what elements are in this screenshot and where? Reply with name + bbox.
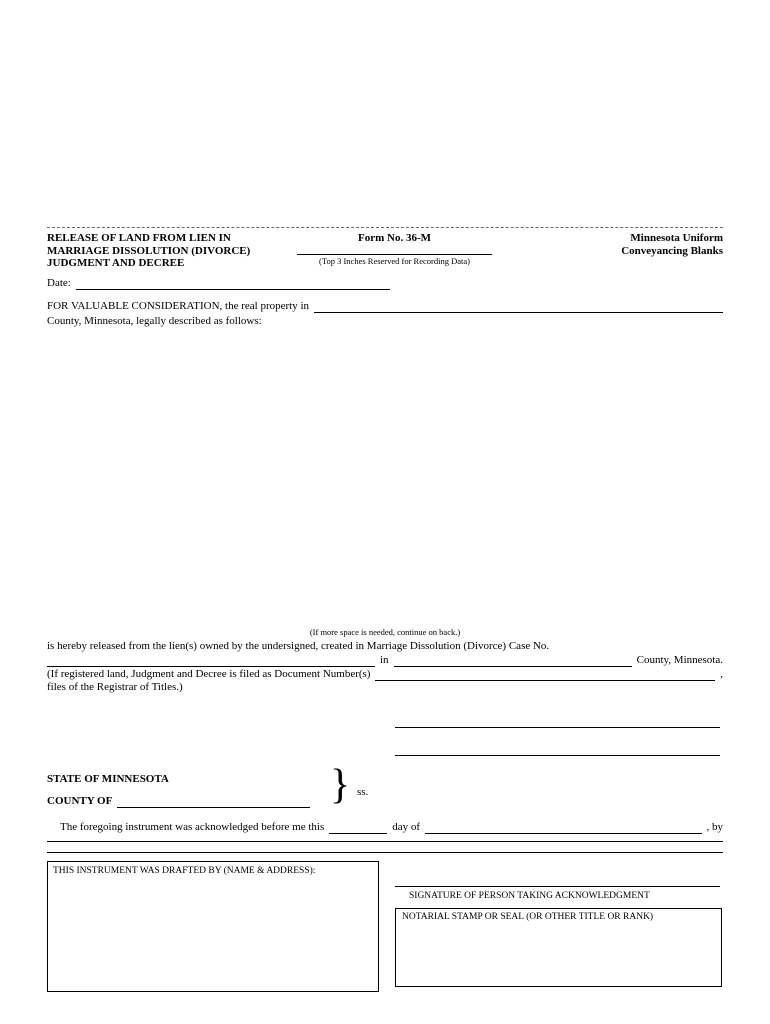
acknowledgment-row (60, 820, 723, 834)
notarial-stamp-box[interactable] (395, 908, 722, 987)
in-text: in (380, 654, 389, 666)
case-number-blank[interactable] (47, 653, 375, 667)
acknowledged-names-line-2[interactable] (47, 852, 723, 853)
form-title (47, 232, 297, 270)
date-label: Date: (47, 277, 71, 289)
day-blank[interactable] (329, 820, 387, 834)
county-of-label: COUNTY OF (47, 795, 113, 807)
case-number-row (47, 653, 723, 667)
form-number-block (297, 232, 492, 270)
registered-land-row (47, 667, 723, 681)
date-row (47, 276, 390, 290)
form-title-line2: MARRIAGE DISSOLUTION (DIVORCE) (47, 244, 251, 257)
more-space-note: (If more space is needed, continue on back.) (309, 627, 461, 637)
form-title-line1: RELEASE OF LAND FROM LIEN IN (47, 232, 231, 244)
trailing-comma: , (720, 668, 723, 680)
recording-data-area (47, 0, 723, 226)
drafted-by-label: THIS INSTRUMENT WAS DRAFTED BY (NAME & ADDRESS): (53, 866, 316, 876)
ack-text-2: day of (392, 821, 421, 833)
brace-glyph: } (330, 762, 351, 808)
document-number-blank[interactable] (375, 667, 715, 681)
county-of-blank[interactable] (117, 794, 310, 808)
notarial-stamp-label: NOTARIAL STAMP OR SEAL (OR OTHER TITLE OR RANK) (402, 912, 654, 922)
county-minnesota-text: County, Minnesota. (636, 654, 723, 666)
acknowledged-names-line-1[interactable] (47, 841, 723, 842)
date-blank[interactable] (76, 276, 390, 290)
publisher-block (492, 232, 723, 270)
notary-signature-label: SIGNATURE OF PERSON TAKING ACKNOWLEDGMENT (409, 891, 650, 901)
ss-label: ss. (357, 786, 369, 798)
files-text: files of the Registrar of Titles.) (47, 681, 183, 693)
release-text: is hereby released from the lien(s) owned by the undersigned, created in Marriage Dissolution (Divorce) Case No. (47, 640, 550, 652)
signature-line-1[interactable] (395, 727, 720, 728)
state-label: STATE OF MINNESOTA (47, 773, 169, 785)
legal-description-area[interactable] (47, 332, 723, 622)
form-number-spacer (297, 245, 492, 254)
drafted-by-box[interactable] (47, 861, 379, 992)
publisher-line2: Conveyancing Blanks (621, 244, 723, 257)
ack-text-3: , by (706, 821, 723, 833)
registered-text: (If registered land, Judgment and Decree is filed as Document Number(s) (47, 668, 371, 680)
consideration-row (47, 299, 723, 313)
county-of-row (47, 794, 310, 808)
form-title-line3: JUDGMENT AND DECREE (47, 257, 185, 269)
publisher-line1: Minnesota Uniform (630, 232, 723, 244)
reserved-note: (Top 3 Inches Reserved for Recording Data) (319, 255, 470, 266)
described-text: County, Minnesota, legally described as follows: (47, 315, 262, 327)
form-header (47, 232, 723, 270)
recording-area-divider (47, 227, 723, 228)
notary-signature-line[interactable] (395, 886, 720, 887)
property-county-blank[interactable] (314, 299, 723, 313)
signature-line-2[interactable] (395, 755, 720, 756)
month-year-blank[interactable] (425, 820, 701, 834)
consideration-text: FOR VALUABLE CONSIDERATION, the real property in (47, 300, 310, 312)
ack-text-1: The foregoing instrument was acknowledged before me this (60, 821, 325, 833)
form-number: Form No. 36-M (357, 232, 431, 244)
dissolution-county-blank[interactable] (394, 653, 632, 667)
